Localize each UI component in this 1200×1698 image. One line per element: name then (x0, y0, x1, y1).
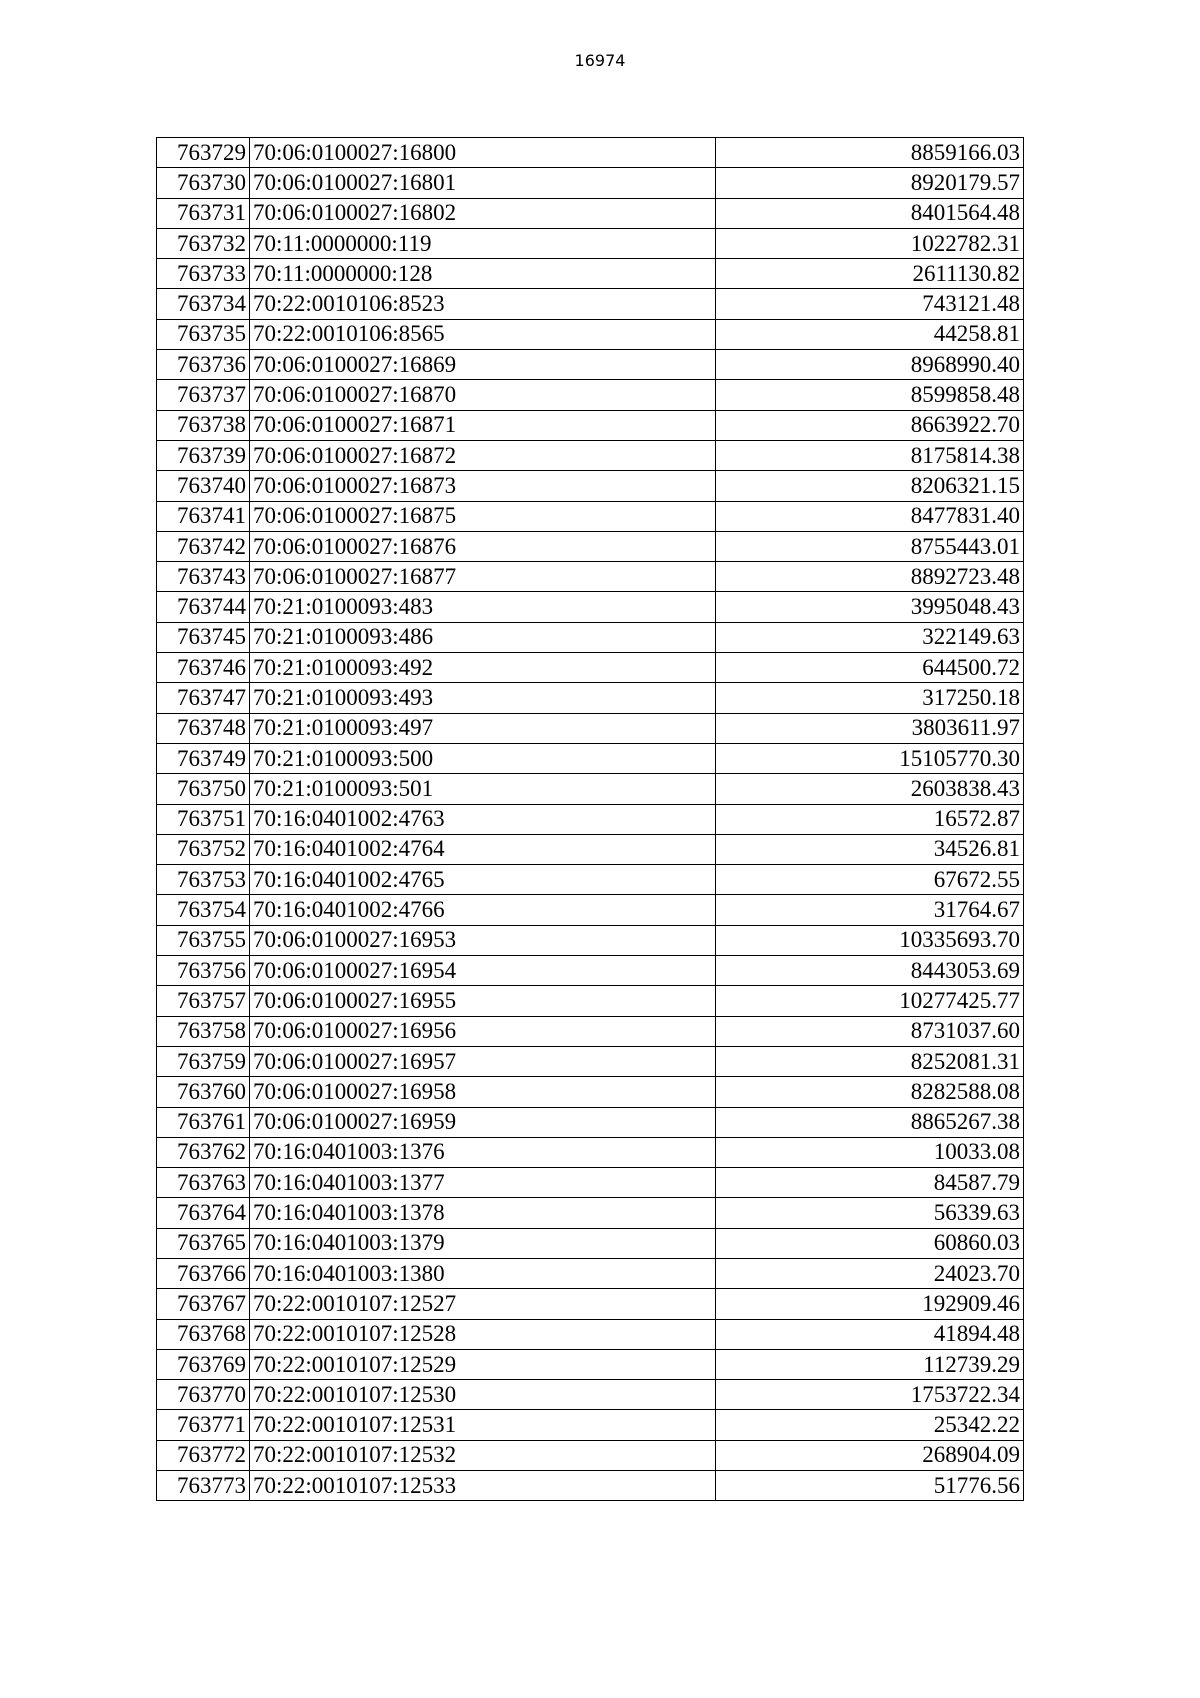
record-number-cell: 763752 (157, 834, 250, 864)
cadastral-number-cell: 70:06:0100027:16958 (250, 1077, 716, 1107)
table-row (157, 259, 1024, 289)
cadastral-number-cell: 70:06:0100027:16876 (250, 531, 716, 561)
cadastral-number-cell: 70:06:0100027:16871 (250, 410, 716, 440)
table-row (157, 440, 1024, 470)
record-number-cell: 763733 (157, 259, 250, 289)
record-number-cell: 763735 (157, 319, 250, 349)
table-row (157, 865, 1024, 895)
table-row (157, 986, 1024, 1016)
record-number-cell: 763768 (157, 1319, 250, 1349)
cadastral-value-cell: 10277425.77 (716, 986, 1024, 1016)
record-number-cell: 763740 (157, 471, 250, 501)
cadastral-number-cell: 70:21:0100093:501 (250, 774, 716, 804)
cadastral-value-cell: 41894.48 (716, 1319, 1024, 1349)
table-body (157, 138, 1024, 1501)
record-number-cell: 763754 (157, 895, 250, 925)
record-number-cell: 763753 (157, 865, 250, 895)
table-row (157, 804, 1024, 834)
cadastral-value-cell: 1753722.34 (716, 1380, 1024, 1410)
record-number-cell: 763757 (157, 986, 250, 1016)
cadastral-number-cell: 70:16:0401002:4764 (250, 834, 716, 864)
table-row (157, 1168, 1024, 1198)
table-row (157, 380, 1024, 410)
cadastral-value-cell: 112739.29 (716, 1349, 1024, 1379)
record-number-cell: 763770 (157, 1380, 250, 1410)
table-row (157, 592, 1024, 622)
page-number: 16974 (574, 51, 626, 70)
table-row (157, 410, 1024, 440)
cadastral-value-cell: 8859166.03 (716, 138, 1024, 168)
cadastral-number-cell: 70:16:0401003:1377 (250, 1168, 716, 1198)
cadastral-number-cell: 70:16:0401002:4766 (250, 895, 716, 925)
record-number-cell: 763747 (157, 683, 250, 713)
table-row (157, 319, 1024, 349)
cadastral-number-cell: 70:06:0100027:16956 (250, 1016, 716, 1046)
record-number-cell: 763755 (157, 925, 250, 955)
cadastral-value-cell: 8755443.01 (716, 531, 1024, 561)
table-row (157, 743, 1024, 773)
cadastral-number-cell: 70:11:0000000:119 (250, 228, 716, 258)
table-row (157, 622, 1024, 652)
cadastral-value-cell: 8599858.48 (716, 380, 1024, 410)
cadastral-number-cell: 70:21:0100093:483 (250, 592, 716, 622)
record-number-cell: 763734 (157, 289, 250, 319)
record-number-cell: 763749 (157, 743, 250, 773)
table-row (157, 289, 1024, 319)
table-row (157, 774, 1024, 804)
table-row (157, 1319, 1024, 1349)
table-row (157, 1471, 1024, 1501)
cadastral-value-cell: 8920179.57 (716, 168, 1024, 198)
cadastral-value-cell: 25342.22 (716, 1410, 1024, 1440)
record-number-cell: 763741 (157, 501, 250, 531)
table-row (157, 138, 1024, 168)
record-number-cell: 763743 (157, 562, 250, 592)
cadastral-value-cell: 1022782.31 (716, 228, 1024, 258)
cadastral-number-cell: 70:06:0100027:16800 (250, 138, 716, 168)
table-row (157, 471, 1024, 501)
cadastral-number-cell: 70:16:0401002:4763 (250, 804, 716, 834)
cadastral-value-cell: 16572.87 (716, 804, 1024, 834)
cadastral-value-cell: 67672.55 (716, 865, 1024, 895)
record-number-cell: 763744 (157, 592, 250, 622)
cadastral-number-cell: 70:22:0010107:12527 (250, 1289, 716, 1319)
cadastral-value-cell: 60860.03 (716, 1228, 1024, 1258)
record-number-cell: 763729 (157, 138, 250, 168)
cadastral-number-cell: 70:22:0010107:12529 (250, 1349, 716, 1379)
cadastral-number-cell: 70:06:0100027:16870 (250, 380, 716, 410)
table-row (157, 562, 1024, 592)
cadastral-number-cell: 70:21:0100093:500 (250, 743, 716, 773)
cadastral-number-cell: 70:06:0100027:16872 (250, 440, 716, 470)
table-row (157, 683, 1024, 713)
record-number-cell: 763771 (157, 1410, 250, 1440)
table-row (157, 1289, 1024, 1319)
cadastral-value-cell: 8865267.38 (716, 1107, 1024, 1137)
cadastral-number-cell: 70:16:0401003:1380 (250, 1258, 716, 1288)
table-row (157, 925, 1024, 955)
record-number-cell: 763762 (157, 1137, 250, 1167)
table-row (157, 350, 1024, 380)
cadastral-number-cell: 70:22:0010107:12531 (250, 1410, 716, 1440)
cadastral-number-cell: 70:06:0100027:16873 (250, 471, 716, 501)
table-row (157, 501, 1024, 531)
table-row (157, 653, 1024, 683)
record-number-cell: 763767 (157, 1289, 250, 1319)
cadastral-number-cell: 70:16:0401003:1378 (250, 1198, 716, 1228)
cadastral-number-cell: 70:06:0100027:16875 (250, 501, 716, 531)
record-number-cell: 763773 (157, 1471, 250, 1501)
table-row (157, 198, 1024, 228)
cadastral-number-cell: 70:22:0010107:12528 (250, 1319, 716, 1349)
record-number-cell: 763772 (157, 1440, 250, 1470)
record-number-cell: 763750 (157, 774, 250, 804)
cadastral-value-cell: 8477831.40 (716, 501, 1024, 531)
cadastral-value-cell: 317250.18 (716, 683, 1024, 713)
cadastral-value-cell: 8663922.70 (716, 410, 1024, 440)
record-number-cell: 763738 (157, 410, 250, 440)
cadastral-number-cell: 70:06:0100027:16953 (250, 925, 716, 955)
cadastral-value-cell: 51776.56 (716, 1471, 1024, 1501)
cadastral-value-cell: 24023.70 (716, 1258, 1024, 1288)
table-row (157, 1198, 1024, 1228)
cadastral-number-cell: 70:21:0100093:497 (250, 713, 716, 743)
cadastral-value-cell: 3995048.43 (716, 592, 1024, 622)
cadastral-value-cell: 8175814.38 (716, 440, 1024, 470)
cadastral-number-cell: 70:21:0100093:493 (250, 683, 716, 713)
table-row (157, 228, 1024, 258)
record-number-cell: 763756 (157, 956, 250, 986)
cadastral-value-cell: 34526.81 (716, 834, 1024, 864)
record-number-cell: 763745 (157, 622, 250, 652)
cadastral-number-cell: 70:22:0010106:8523 (250, 289, 716, 319)
cadastral-number-cell: 70:11:0000000:128 (250, 259, 716, 289)
record-number-cell: 763736 (157, 350, 250, 380)
cadastral-number-cell: 70:16:0401002:4765 (250, 865, 716, 895)
cadastral-number-cell: 70:22:0010107:12533 (250, 1471, 716, 1501)
cadastral-number-cell: 70:22:0010106:8565 (250, 319, 716, 349)
cadastral-number-cell: 70:06:0100027:16869 (250, 350, 716, 380)
record-number-cell: 763765 (157, 1228, 250, 1258)
cadastral-value-cell: 8443053.69 (716, 956, 1024, 986)
table-row (157, 168, 1024, 198)
cadastral-value-cell: 44258.81 (716, 319, 1024, 349)
record-number-cell: 763742 (157, 531, 250, 561)
table-row (157, 834, 1024, 864)
cadastral-value-cell: 84587.79 (716, 1168, 1024, 1198)
cadastral-value-table (156, 137, 1024, 1501)
record-number-cell: 763732 (157, 228, 250, 258)
cadastral-value-cell: 31764.67 (716, 895, 1024, 925)
cadastral-value-cell: 2611130.82 (716, 259, 1024, 289)
cadastral-number-cell: 70:06:0100027:16954 (250, 956, 716, 986)
table-row (157, 1077, 1024, 1107)
record-number-cell: 763760 (157, 1077, 250, 1107)
cadastral-value-cell: 3803611.97 (716, 713, 1024, 743)
table-row (157, 1380, 1024, 1410)
cadastral-value-cell: 2603838.43 (716, 774, 1024, 804)
cadastral-value-cell: 8968990.40 (716, 350, 1024, 380)
table-row (157, 1107, 1024, 1137)
cadastral-number-cell: 70:22:0010107:12530 (250, 1380, 716, 1410)
cadastral-value-cell: 15105770.30 (716, 743, 1024, 773)
record-number-cell: 763746 (157, 653, 250, 683)
table-row (157, 1137, 1024, 1167)
record-number-cell: 763761 (157, 1107, 250, 1137)
record-number-cell: 763769 (157, 1349, 250, 1379)
cadastral-number-cell: 70:06:0100027:16877 (250, 562, 716, 592)
table-row (157, 1046, 1024, 1076)
table-row (157, 1440, 1024, 1470)
cadastral-value-cell: 10033.08 (716, 1137, 1024, 1167)
cadastral-value-cell: 322149.63 (716, 622, 1024, 652)
table-row (157, 713, 1024, 743)
cadastral-number-cell: 70:06:0100027:16959 (250, 1107, 716, 1137)
cadastral-value-cell: 743121.48 (716, 289, 1024, 319)
record-number-cell: 763739 (157, 440, 250, 470)
cadastral-number-cell: 70:16:0401003:1379 (250, 1228, 716, 1258)
cadastral-number-cell: 70:21:0100093:492 (250, 653, 716, 683)
record-number-cell: 763763 (157, 1168, 250, 1198)
cadastral-value-cell: 10335693.70 (716, 925, 1024, 955)
cadastral-value-cell: 8252081.31 (716, 1046, 1024, 1076)
record-number-cell: 763766 (157, 1258, 250, 1288)
table-row (157, 1410, 1024, 1440)
record-number-cell: 763764 (157, 1198, 250, 1228)
table-row (157, 895, 1024, 925)
cadastral-number-cell: 70:16:0401003:1376 (250, 1137, 716, 1167)
record-number-cell: 763751 (157, 804, 250, 834)
table-row (157, 1228, 1024, 1258)
cadastral-value-cell: 8731037.60 (716, 1016, 1024, 1046)
cadastral-value-cell: 8892723.48 (716, 562, 1024, 592)
cadastral-number-cell: 70:06:0100027:16957 (250, 1046, 716, 1076)
cadastral-value-cell: 644500.72 (716, 653, 1024, 683)
cadastral-value-cell: 8401564.48 (716, 198, 1024, 228)
cadastral-number-cell: 70:06:0100027:16801 (250, 168, 716, 198)
cadastral-number-cell: 70:22:0010107:12532 (250, 1440, 716, 1470)
cadastral-value-cell: 56339.63 (716, 1198, 1024, 1228)
cadastral-number-cell: 70:06:0100027:16955 (250, 986, 716, 1016)
record-number-cell: 763748 (157, 713, 250, 743)
table-row (157, 1258, 1024, 1288)
cadastral-value-cell: 268904.09 (716, 1440, 1024, 1470)
cadastral-value-cell: 8206321.15 (716, 471, 1024, 501)
record-number-cell: 763731 (157, 198, 250, 228)
cadastral-value-cell: 8282588.08 (716, 1077, 1024, 1107)
cadastral-value-cell: 192909.46 (716, 1289, 1024, 1319)
record-number-cell: 763758 (157, 1016, 250, 1046)
cadastral-number-cell: 70:06:0100027:16802 (250, 198, 716, 228)
record-number-cell: 763737 (157, 380, 250, 410)
record-number-cell: 763759 (157, 1046, 250, 1076)
record-number-cell: 763730 (157, 168, 250, 198)
table-row (157, 1016, 1024, 1046)
table-row (157, 531, 1024, 561)
cadastral-number-cell: 70:21:0100093:486 (250, 622, 716, 652)
table-row (157, 1349, 1024, 1379)
table-row (157, 956, 1024, 986)
